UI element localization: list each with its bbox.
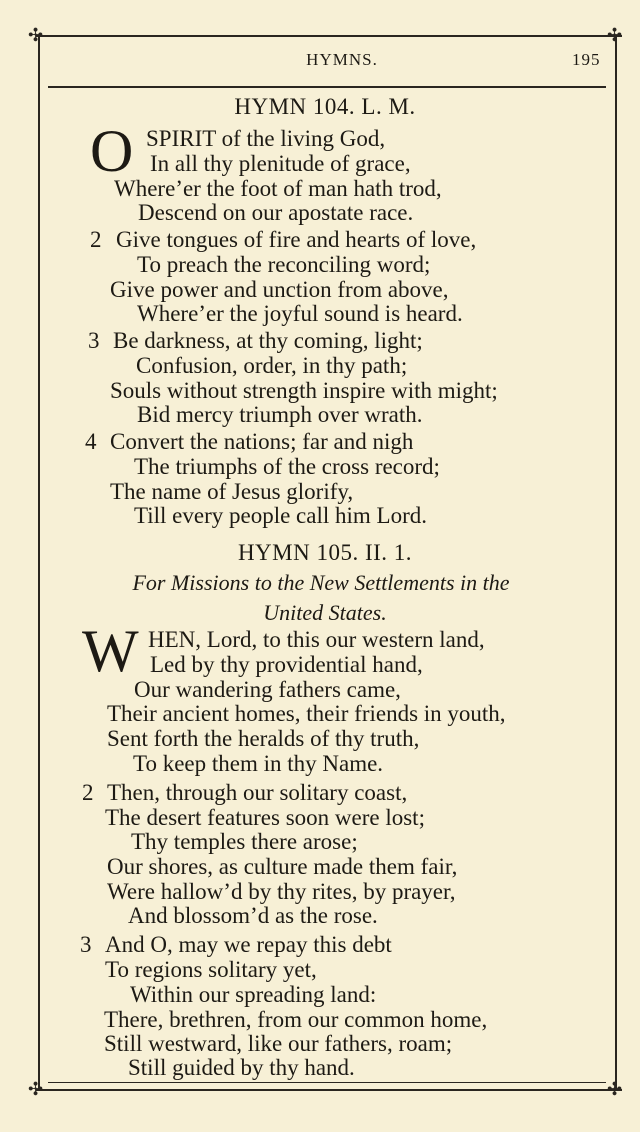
hymn-line: Till every people call him Lord. bbox=[134, 503, 427, 528]
hymn-line: And blossom’d as the rose. bbox=[128, 903, 378, 928]
hymn-line: Then, through our solitary coast, bbox=[107, 780, 408, 805]
hymn-line: Our wandering fathers came, bbox=[134, 677, 401, 702]
hymn-line: To keep them in thy Name. bbox=[133, 751, 384, 776]
hymn-line: Descend on our apostate race. bbox=[138, 200, 414, 225]
verse-number: 2 bbox=[82, 780, 94, 805]
corner-ornament-icon: ✣ bbox=[28, 1079, 44, 1100]
hymn-subtitle: United States. bbox=[263, 600, 387, 625]
corner-ornament-icon: ✣ bbox=[607, 25, 623, 46]
hymn-line: Be darkness, at thy coming, light; bbox=[113, 328, 423, 353]
hymn-line: There, brethren, from our common home, bbox=[104, 1007, 488, 1032]
hymn-line: The desert features soon were lost; bbox=[105, 805, 425, 830]
frame-top-rule bbox=[36, 35, 622, 37]
hymn-line: Where’er the foot of man hath trod, bbox=[114, 176, 442, 201]
header-underline-rule bbox=[48, 86, 606, 88]
hymn-line: Give tongues of fire and hearts of love, bbox=[116, 227, 477, 252]
running-title: HYMNS. bbox=[306, 50, 378, 69]
hymn-line: Confusion, order, in thy path; bbox=[136, 353, 408, 378]
verse-number: 2 bbox=[90, 227, 102, 252]
hymn-line: Still guided by thy hand. bbox=[128, 1055, 355, 1080]
frame-bottom-rule bbox=[36, 1089, 622, 1091]
drop-cap: O bbox=[90, 118, 134, 184]
hymn-line: In all thy plenitude of grace, bbox=[150, 151, 411, 176]
hymn-line: The triumphs of the cross record; bbox=[134, 454, 440, 479]
page-number: 195 bbox=[572, 50, 601, 69]
drop-cap: W bbox=[82, 618, 139, 684]
hymn-105-title: HYMN 105. II. 1. bbox=[237, 540, 413, 565]
corner-ornament-icon: ✣ bbox=[607, 1079, 623, 1100]
hymn-line: And O, may we repay this debt bbox=[105, 932, 392, 957]
hymn-line: Led by thy providential hand, bbox=[150, 652, 423, 677]
hymn-line: Their ancient homes, their friends in youth, bbox=[107, 701, 506, 726]
frame-bottom-inner-rule bbox=[48, 1082, 606, 1083]
hymn-line: Convert the nations; far and nigh bbox=[110, 429, 414, 454]
verse-number: 3 bbox=[88, 328, 100, 353]
hymn-line: Give power and unction from above, bbox=[110, 277, 449, 302]
hymn-subtitle: For Missions to the New Settlements in the bbox=[132, 570, 510, 595]
hymn-line: The name of Jesus glorify, bbox=[110, 479, 354, 504]
hymn-line: Souls without strength inspire with might; bbox=[110, 378, 498, 403]
hymn-line: Our shores, as culture made them fair, bbox=[107, 854, 458, 879]
hymn-line: Thy temples there arose; bbox=[131, 829, 358, 854]
verse-number: 3 bbox=[80, 932, 92, 957]
verse-number: 4 bbox=[85, 429, 97, 454]
hymn-line: SPIRIT of the living God, bbox=[146, 126, 386, 151]
hymn-line: Were hallow’d by thy rites, by prayer, bbox=[107, 879, 456, 904]
hymn-line: Within our spreading land: bbox=[130, 982, 377, 1007]
hymn-line: Still westward, like our fathers, roam; bbox=[104, 1031, 453, 1056]
hymn-line: To preach the reconciling word; bbox=[137, 252, 431, 277]
hymn-line: Sent forth the heralds of thy truth, bbox=[107, 726, 420, 751]
hymn-line: Bid mercy triumph over wrath. bbox=[137, 402, 423, 427]
hymn-104-title: HYMN 104. L. M. bbox=[234, 94, 416, 119]
hymn-line: To regions solitary yet, bbox=[105, 957, 317, 982]
corner-ornament-icon: ✣ bbox=[28, 25, 44, 46]
hymn-line: HEN, Lord, to this our western land, bbox=[148, 627, 485, 652]
hymn-line: Where’er the joyful sound is heard. bbox=[137, 301, 463, 326]
